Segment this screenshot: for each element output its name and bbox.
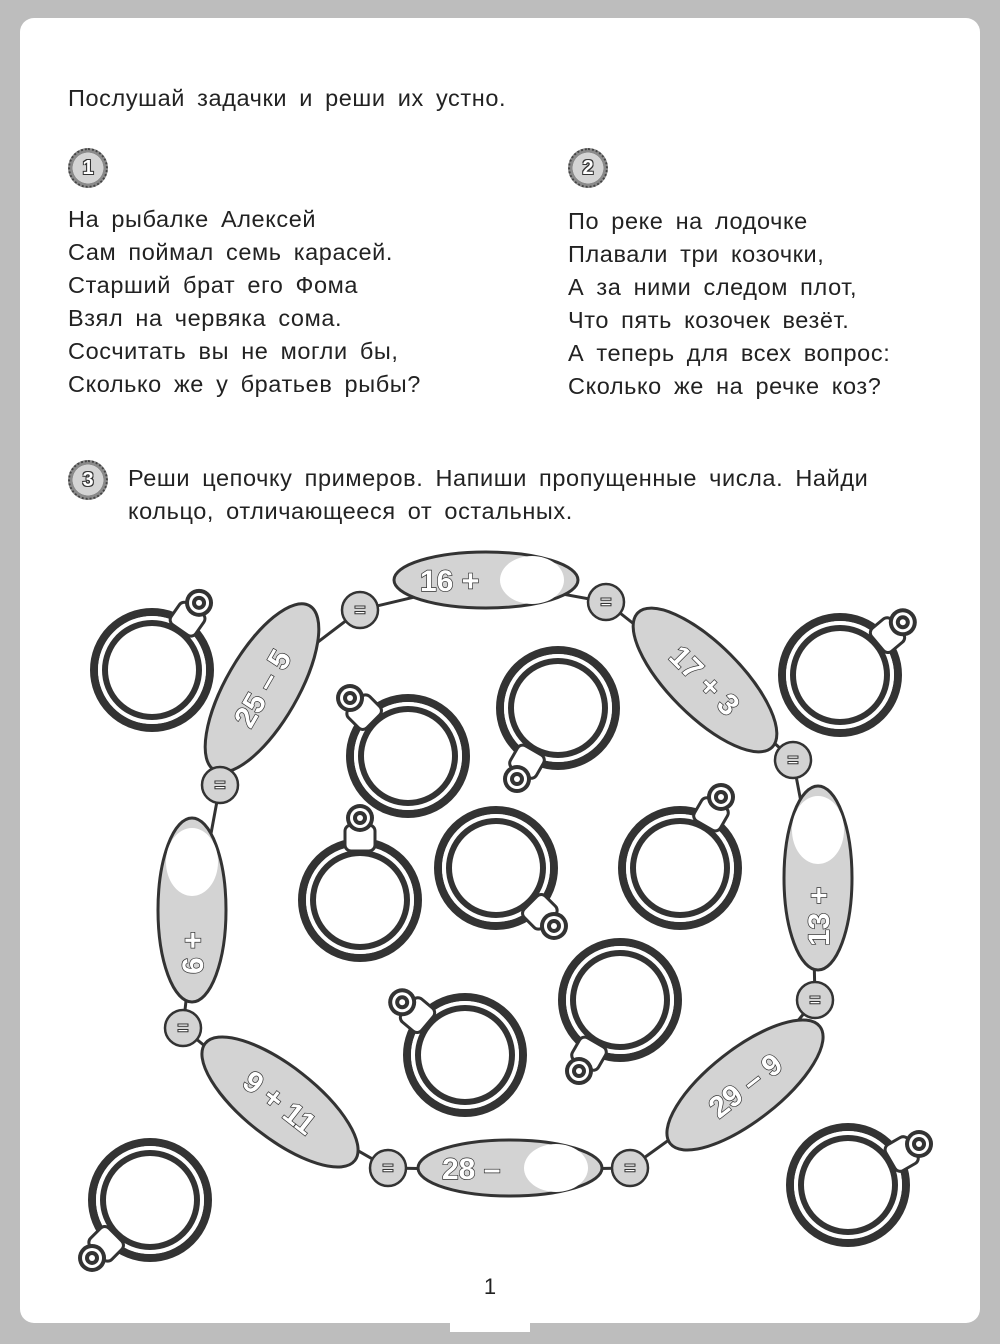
- svg-text:=: =: [354, 600, 366, 622]
- svg-text:=: =: [214, 775, 226, 797]
- task-2-badge: 2: [568, 148, 608, 188]
- expression-text: 25 – 5: [228, 644, 299, 734]
- poem-line: Взял на червяка сома.: [68, 305, 343, 331]
- ring-icon: [302, 804, 418, 958]
- instruction: Послушай задачки и реши их устно.: [68, 85, 507, 111]
- equals-circle: [165, 1010, 201, 1046]
- svg-text:=: =: [177, 1018, 189, 1040]
- ring-icon: [94, 589, 213, 728]
- svg-text:=: =: [624, 1158, 636, 1180]
- page-number: 1: [483, 1274, 497, 1299]
- poem-line: Сосчитать вы не могли бы,: [68, 338, 399, 364]
- task-3-badge: 3: [68, 460, 108, 500]
- ring-icon: [388, 988, 523, 1113]
- svg-text:=: =: [382, 1158, 394, 1180]
- expression-text: 16 +: [420, 565, 480, 598]
- ring-icon: [622, 783, 738, 926]
- expression-text: 28 –: [442, 1153, 501, 1186]
- equals-circle: [775, 742, 811, 778]
- svg-text:=: =: [600, 592, 612, 614]
- expression-oval-16-plus: [394, 552, 578, 608]
- poem-line: А теперь для всех вопрос:: [568, 340, 891, 366]
- poem-line: На рыбалке Алексей: [68, 206, 317, 232]
- expression-text: 6 +: [177, 931, 210, 974]
- expression-oval-13-plus: [784, 786, 852, 970]
- expression-text: 29 – 9: [702, 1047, 789, 1125]
- poem-line: Сам поймал семь карасей.: [68, 239, 394, 265]
- ring-icon: [562, 942, 678, 1085]
- expression-oval-28-minus: [418, 1140, 602, 1196]
- equals-circle: [588, 584, 624, 620]
- task-3-text: Реши цепочку примеров. Напиши пропущенные числа. Найди кольцо, отличающееся от остальных.: [128, 465, 869, 524]
- expression-text: 9 + 11: [236, 1064, 322, 1142]
- ring-icon: [500, 650, 616, 793]
- ring-icon: [78, 1142, 208, 1272]
- expression-oval-6-plus: [158, 818, 226, 1002]
- expression-text: 17 + 3: [662, 639, 746, 723]
- poem-line: Сколько же на речке коз?: [568, 373, 882, 399]
- svg-text:=: =: [809, 990, 821, 1012]
- poem-line: Плавали три козочки,: [568, 241, 825, 267]
- poem-line: А за ними следом плот,: [568, 274, 858, 300]
- expression-oval-9-plus-11: [183, 1015, 377, 1189]
- expression-text: 13 +: [803, 886, 836, 946]
- ring-icon: [790, 1127, 933, 1243]
- ring-icon: [438, 810, 568, 940]
- ring-icon: [782, 608, 917, 733]
- expression-oval-17-plus-3: [612, 587, 797, 772]
- poem-line: Сколько же у братьев рыбы?: [68, 371, 421, 397]
- svg-text:=: =: [787, 750, 799, 772]
- poem-line: По реке на лодочке: [568, 208, 808, 234]
- ring-icon: [336, 684, 466, 814]
- equals-circle: [370, 1150, 406, 1186]
- task-1-badge: 1: [68, 148, 108, 188]
- poem-line: Старший брат его Фома: [68, 272, 359, 298]
- equals-circle: [797, 982, 833, 1018]
- poem-line: Что пять козочек везёт.: [568, 307, 850, 333]
- equals-circle: [342, 592, 378, 628]
- equals-circle: [612, 1150, 648, 1186]
- equals-circle: [202, 767, 238, 803]
